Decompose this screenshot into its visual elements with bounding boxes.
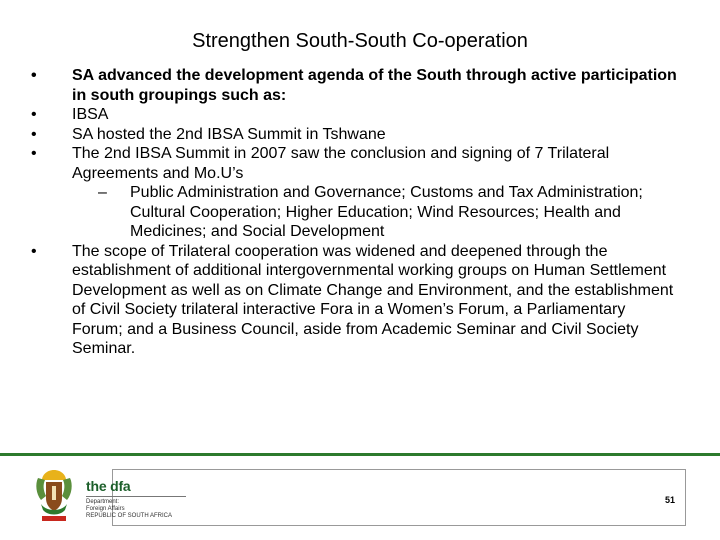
bullet-marker: • (31, 67, 37, 84)
bullet-item (28, 242, 678, 359)
bullet-text: SA hosted the 2nd IBSA Summit in Tshwane (72, 125, 386, 143)
bullet-marker: • (31, 125, 37, 143)
bullet-marker: • (31, 145, 37, 162)
org-ministry: Foreign Affairs (86, 506, 125, 512)
sub-bullet-item (28, 183, 678, 242)
slide-content (28, 66, 678, 359)
org-country: REPUBLIC OF SOUTH AFRICA (86, 513, 173, 519)
bullet-item (28, 105, 678, 125)
coat-of-arms-icon (32, 468, 76, 526)
bullet-text: The 2nd IBSA Summit in 2007 saw the conclusion and signing of 7 Trilateral Agreements and Mo.U’s (72, 145, 610, 182)
slide-title: Strengthen South-South Co-operation (192, 30, 528, 52)
org-divider (86, 496, 186, 497)
bullet-text: SA advanced the development agenda of the South through active participation in south groupings such as: (72, 67, 677, 104)
footer-box (112, 469, 686, 526)
org-department: Department: (86, 499, 120, 505)
page-number: 51 (664, 495, 675, 505)
bullet-marker: • (31, 106, 37, 123)
bullet-item (28, 144, 678, 183)
bullet-text: The scope of Trilateral cooperation was widened and deepened through the establishment of additional intergovernmental working groups on Human Settlement Development as well as on Climate Change and Environment, and the establishment of Civil Society trilateral interactive Fora in a Women’s Forum, a Parliamentary Forum; and a Business Council, aside from Academic Seminar and Civil Society Seminar. (72, 242, 674, 357)
bullet-text: IBSA (72, 106, 109, 123)
footer-divider (0, 453, 720, 456)
footer-logo (32, 468, 192, 528)
org-name: the dfa (86, 478, 131, 494)
sub-bullet-marker: – (98, 184, 107, 201)
bullet-item (28, 125, 678, 145)
bullet-item (28, 66, 678, 105)
org-block (86, 478, 186, 520)
sub-bullet-text: Public Administration and Governance; Customs and Tax Administration; Cultural Cooperation; Higher Education; Wind Resources; Health and Medicines; and Social Development (130, 184, 643, 240)
bullet-marker: • (31, 242, 37, 260)
